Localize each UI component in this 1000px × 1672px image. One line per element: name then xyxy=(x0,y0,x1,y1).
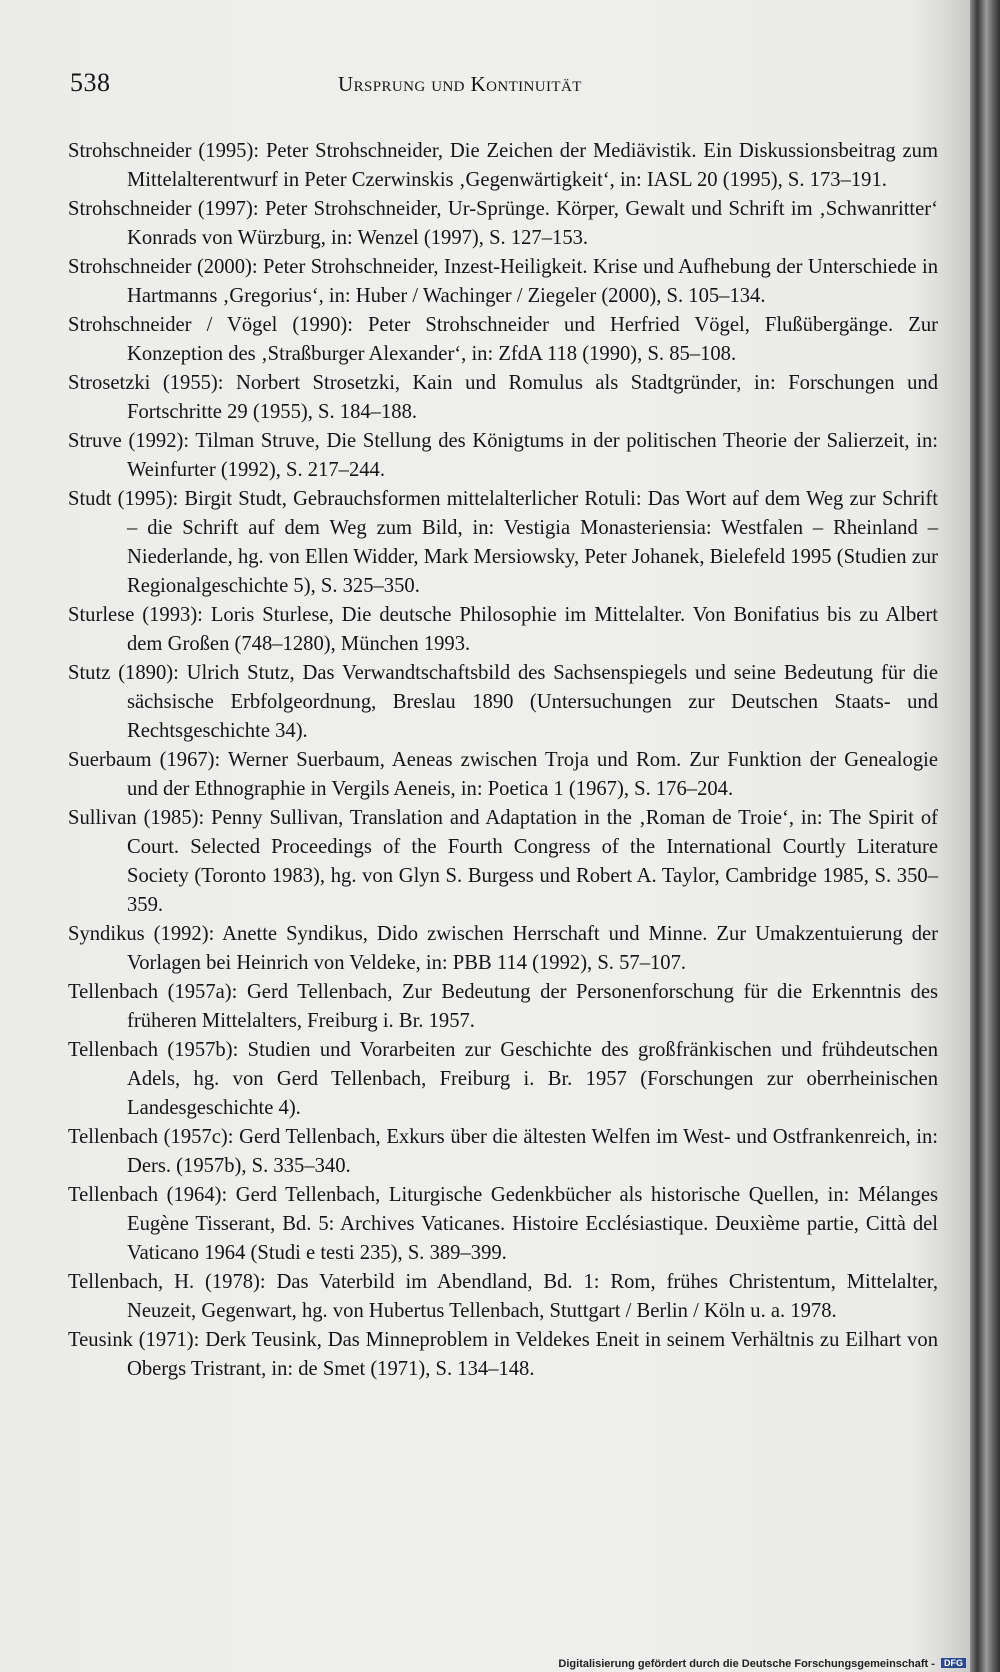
bibliography-entry: Strosetzki (1955): Norbert Strosetzki, Kain und Romulus als Stadtgründer, in: Forschungen und Fortschritte 29 (1955), S. 184–188. xyxy=(68,372,938,423)
bibliography-entry: Strohschneider / Vögel (1990): Peter Strohschneider und Herfried Vögel, Flußübergänge. Zur Konzeption des ‚Straßburger Alexander‘, in: ZfdA 118 (1990), S. 85–108. xyxy=(68,314,938,365)
dfg-logo-icon: DFG xyxy=(941,1658,966,1668)
bibliography-entry: Strohschneider (2000): Peter Strohschneider, Inzest-Heiligkeit. Krise und Aufhebung der Unterschiede in Hartmanns ‚Gregorius‘, in: Huber / Wachinger / Ziegeler (2000), S. 105–134. xyxy=(68,256,938,307)
page-edge xyxy=(970,0,1000,1672)
bibliography-entry: Suerbaum (1967): Werner Suerbaum, Aeneas zwischen Troja und Rom. Zur Funktion der Genealogie und der Ethnographie in Vergils Aeneis, in: Poetica 1 (1967), S. 176–204. xyxy=(68,749,938,800)
bibliography-entry: Sullivan (1985): Penny Sullivan, Translation and Adaptation in the ‚Roman de Troie‘, in: The Spirit of Court. Selected Proceedings of the Fourth Congress of the International Courtly Literature Society (Toronto 1983), hg. von Glyn S. Burgess und Robert A. Taylor, Cambridge 1985, S. 350–359. xyxy=(68,807,938,916)
running-title: Ursprung und Kontinuität xyxy=(338,72,582,96)
credit-text: Digitalisierung gefördert durch die Deutsche Forschungsgemeinschaft - xyxy=(558,1658,935,1670)
bibliography-entry: Strohschneider (1995): Peter Strohschneider, Die Zeichen der Mediävistik. Ein Diskussionsbeitrag zum Mittelalterentwurf in Peter Czerwinskis ‚Gegenwärtigkeit‘, in: IASL 20 (1995), S. 173–191. xyxy=(68,140,938,191)
bibliography-entry: Syndikus (1992): Anette Syndikus, Dido zwischen Herrschaft und Minne. Zur Umakzentuierung der Vorlagen bei Heinrich von Veldeke, in: PBB 114 (1992), S. 57–107. xyxy=(68,923,938,974)
bibliography-entry: Tellenbach (1957c): Gerd Tellenbach, Exkurs über die ältesten Welfen im West- und Ostfrankenreich, in: Ders. (1957b), S. 335–340. xyxy=(68,1126,938,1177)
bibliography-entry: Studt (1995): Birgit Studt, Gebrauchsformen mittelalterlicher Rotuli: Das Wort auf dem Weg zur Schrift – die Schrift auf dem Weg zum Bild, in: Vestigia Monasteriensia: Westfalen – Rheinland – Niederlande, hg. von Ellen Widder, Mark Mersiowsky, Peter Johanek, Bielefeld 1995 (Studien zur Regionalgeschichte 5), S. 325–350. xyxy=(68,488,938,597)
bibliography-entry: Teusink (1971): Derk Teusink, Das Minneproblem in Veldekes Eneit in seinem Verhältnis zu Eilhart von Obergs Tristrant, in: de Smet (1971), S. 134–148. xyxy=(68,1329,938,1380)
digitization-credit xyxy=(558,1658,966,1670)
bibliography-entry: Sturlese (1993): Loris Sturlese, Die deutsche Philosophie im Mittelalter. Von Bonifatius bis zu Albert dem Großen (748–1280), München 1993. xyxy=(68,604,938,655)
bibliography-list xyxy=(68,137,938,1384)
bibliography-entry: Tellenbach (1964): Gerd Tellenbach, Liturgische Gedenkbücher als historische Quellen, in: Mélanges Eugène Tisserant, Bd. 5: Archives Vaticanes. Histoire Ecclésiastique. Deuxième partie, Città del Vaticano 1964 (Studi e testi 235), S. 389–399. xyxy=(68,1184,938,1264)
bibliography-entry: Tellenbach (1957b): Studien und Vorarbeiten zur Geschichte des großfränkischen und frühdeutschen Adels, hg. von Gerd Tellenbach, Freiburg i. Br. 1957 (Forschungen zur oberrheinischen Landesgeschichte 4). xyxy=(68,1039,938,1119)
bibliography-entry: Stutz (1890): Ulrich Stutz, Das Verwandtschaftsbild des Sachsenspiegels und seine Bedeutung für die sächsische Erbfolgeordnung, Breslau 1890 (Untersuchungen zur Deutschen Staats- und Rechtsgeschichte 34). xyxy=(68,662,938,742)
running-head xyxy=(70,68,935,108)
bibliography-entry: Strohschneider (1997): Peter Strohschneider, Ur-Sprünge. Körper, Gewalt und Schrift im ‚Schwanritter‘ Konrads von Würzburg, in: Wenzel (1997), S. 127–153. xyxy=(68,198,938,249)
page-number: 538 xyxy=(70,68,111,97)
bibliography-entry: Tellenbach (1957a): Gerd Tellenbach, Zur Bedeutung der Personenforschung für die Erkenntnis des früheren Mittelalters, Freiburg i. Br. 1957. xyxy=(68,981,938,1032)
bibliography-entry: Struve (1992): Tilman Struve, Die Stellung des Königtums in der politischen Theorie der Salierzeit, in: Weinfurter (1992), S. 217–244. xyxy=(68,430,938,481)
bibliography-entry: Tellenbach, H. (1978): Das Vaterbild im Abendland, Bd. 1: Rom, frühes Christentum, Mittelalter, Neuzeit, Gegenwart, hg. von Hubertus Tellenbach, Stuttgart / Berlin / Köln u. a. 1978. xyxy=(68,1271,938,1322)
